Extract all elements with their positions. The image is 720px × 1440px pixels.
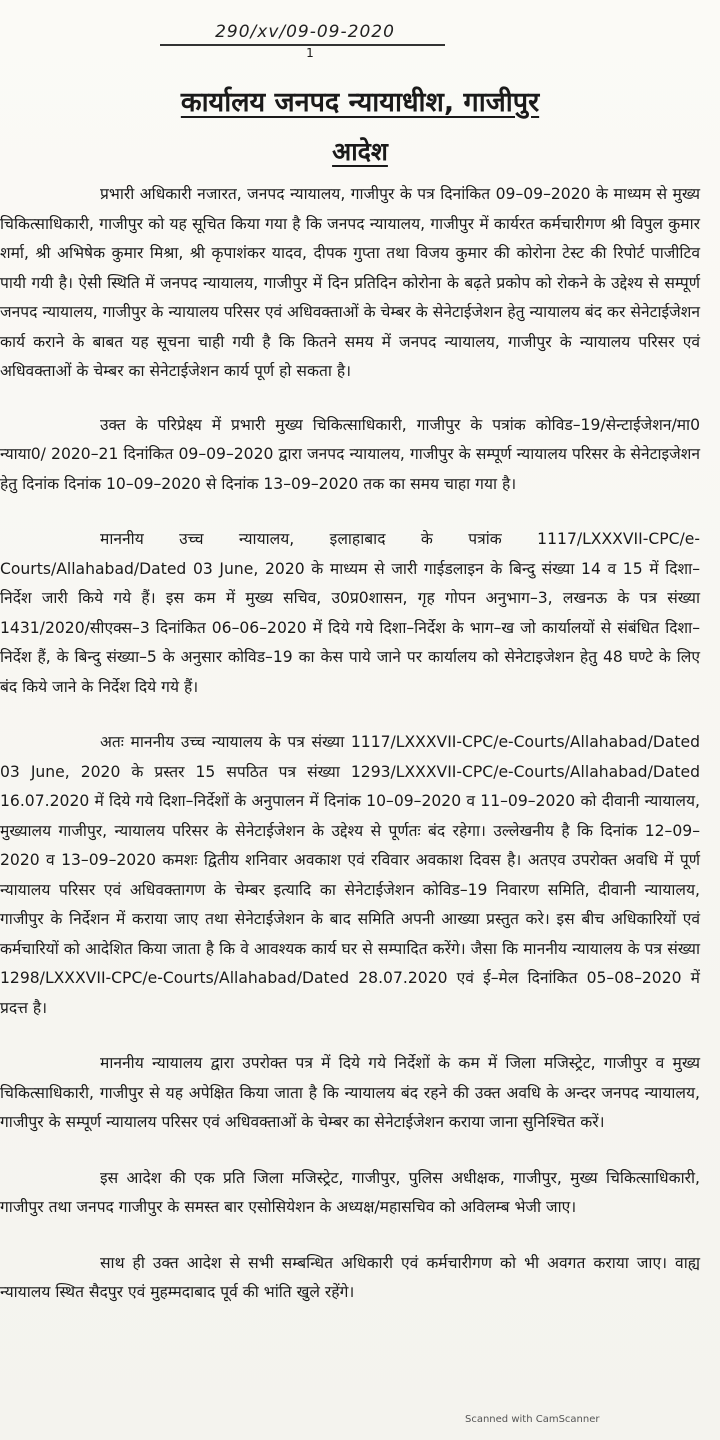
paragraph-7: साथ ही उक्त आदेश से सभी सम्बन्धित अधिकारी एवं कर्मचारीगण को भी अवगत कराया जाए। वाह्य न्यायालय स्थित सैदपुर एवं मुहम्मदाबाद पूर्व की भांति खुले रहेंगे।: [0, 1253, 700, 1301]
paragraph-5: माननीय न्यायालय द्वारा उपरोक्त पत्र में दिये गये निर्देशों के कम में जिला मजिस्ट्रेट, गाजीपुर व मुख्य चिकित्साधिकारी, गाजीपुर से यह अपेक्षित किया जाता है कि न्यायालय बंद रहने की उक्त अवधि के अन्दर जनपद न्यायालय, गाजीपुर के सम्पूर्ण न्यायालय परिसर एवं अधिवक्ताओं के चेम्बर का सेनेटाईजेशन कराया जाना सुनिश्चित करें।: [0, 1054, 700, 1131]
paragraph-2: उक्त के परिप्रेक्ष्य में प्रभारी मुख्य चिकित्साधिकारी, गाजीपुर के पत्रांक कोविड–19/सेन्टाईजेशन/मा0 न्याया0/ 2020–21 दिनांकित 09–09–2020 द्वारा जनपद न्यायालय, गाजीपुर के सम्पूर्ण न्यायालय परिसर के सेनेटाइजेशन हेतु दिनांक दिनांक 10–09–2020 से दिनांक 13–09–2020 तक का समय चाहा गया है।: [0, 415, 700, 493]
handwritten-reference: 290/xv/09-09-2020: [215, 22, 395, 42]
office-title: कार्यालय जनपद न्यायाधीश, गाजीपुर: [180, 87, 540, 118]
order-body: [0, 180, 700, 1334]
paragraph-3: माननीय उच्च न्यायालय, इलाहाबाद के पत्रांक 1117/LXXXVII-CPC/e-Courts/Allahabad/Dated 03 June, 2020 के माध्यम से जारी गाईडलाइन के बिन्दु संख्या 14 व 15 में दिशा–निर्देश जारी किये गये हैं। इस कम में मुख्य सचिव, उ0प्र0शासन, गृह गोपन अनुभाग–3, लखनऊ के पत्र संख्या 1431/2020/सीएक्स–3 दिनांकित 06–06–2020 में दिये गये दिशा–निर्देश के भाग–ख जो कार्यालयों से संबंधित दिशा–निर्देश हैं, के बिन्दु संख्या–5 के अनुसार कोविड–19 का केस पाये जाने पर कार्यालय को सेनेटाइजेशन हेतु 48 घण्टे के लिए बंद किये जाने के निर्देश दिये गये हैं।: [0, 530, 700, 696]
page-number: 1: [306, 46, 314, 60]
scanner-watermark: Scanned with CamScanner: [465, 1414, 600, 1425]
paragraph-6: इस आदेश की एक प्रति जिला मजिस्ट्रेट, गाजीपुर, पुलिस अधीक्षक, गाजीपुर, मुख्य चिकित्साधिकारी, गाजीपुर तथा जनपद गाजीपुर के समस्त बार एसोसियेशन के अध्यक्ष/महासचिव को अविलम्ब भेजी जाए।: [0, 1168, 700, 1216]
paragraph-4: अतः माननीय उच्च न्यायालय के पत्र संख्या 1117/LXXXVII-CPC/e-Courts/Allahabad/Dated 03 June, 2020 के प्रस्तर 15 सपठित पत्र संख्या 1293/LXXXVII-CPC/e-Courts/Allahabad/Dated 16.07.2020 में दिये गये दिशा–निर्देशों के अनुपालन में दिनांक 10–09–2020 व 11–09–2020 को दीवानी न्यायालय, मुख्यालय गाजीपुर, न्यायालय परिसर के सेनेटाईजेशन के उद्देश्य से पूर्णतः बंद रहेगा। उल्लेखनीय है कि दिनांक 12–09–2020 व 13–09–2020 कमशः द्वितीय शनिवार अवकाश एवं रविवार अवकाश दिवस है। अतएव उपरोक्त अवधि में पूर्ण न्यायालय परिसर एवं अधिवक्तागण के चेम्बर इत्यादि का सेनेटाईजेशन कोविड–19 निवारण समिति, दीवानी न्यायालय, गाजीपुर के निर्देशन में कराया जाए तथा सेनेटाईजेशन के बाद समिति अपनी आख्या प्रस्तुत करे। इस बीच अधिकारियों एवं कर्मचारियों को आदेशित किया जाता है कि वे आवश्यक कार्य घर से सम्पादित करेंगे। जैसा कि माननीय न्यायालय के पत्र संख्या 1298/LXXXVII-CPC/e-Courts/Allahabad/Dated 28.07.2020 एवं ई–मेल दिनांकित 05–08–2020 में प्रदत्त है।: [0, 733, 700, 1017]
order-title: आदेश: [332, 137, 388, 166]
paragraph-1: प्रभारी अधिकारी नजारत, जनपद न्यायालय, गाजीपुर के पत्र दिनांकित 09–09–2020 के माध्यम से मुख्य चिकित्साधिकारी, गाजीपुर को यह सूचित किया गया है कि जनपद न्यायालय, गाजीपुर में कार्यरत कर्मचारीगण श्री विपुल कुमार शर्मा, श्री अभिषेक कुमार मिश्रा, श्री कृपाशंकर यादव, दीपक गुप्ता तथा विजय कुमार की कोरोना टेस्ट की रिपोर्ट पाजीटिव पायी गयी है। ऐसी स्थिति में जनपद न्यायालय, गाजीपुर में दिन प्रतिदिन कोरोना के बढ़ते प्रकोप को रोकने के उद्देश्य से सम्पूर्ण जनपद न्यायालय, गाजीपुर के न्यायालय परिसर एवं अधिवक्ताओं के चेम्बर के सेनेटाईजेशन हेतु न्यायालय बंद कर सेनेटाईजेशन कार्य कराने के बाबत यह सूचना चाही गयी है कि कितने समय में जनपद न्यायालय, गाजीपुर के न्यायालय परिसर एवं अधिवक्ताओं के चेम्बर का सेनेटाईजेशन कार्य पूर्ण हो सकता है।: [0, 185, 700, 380]
